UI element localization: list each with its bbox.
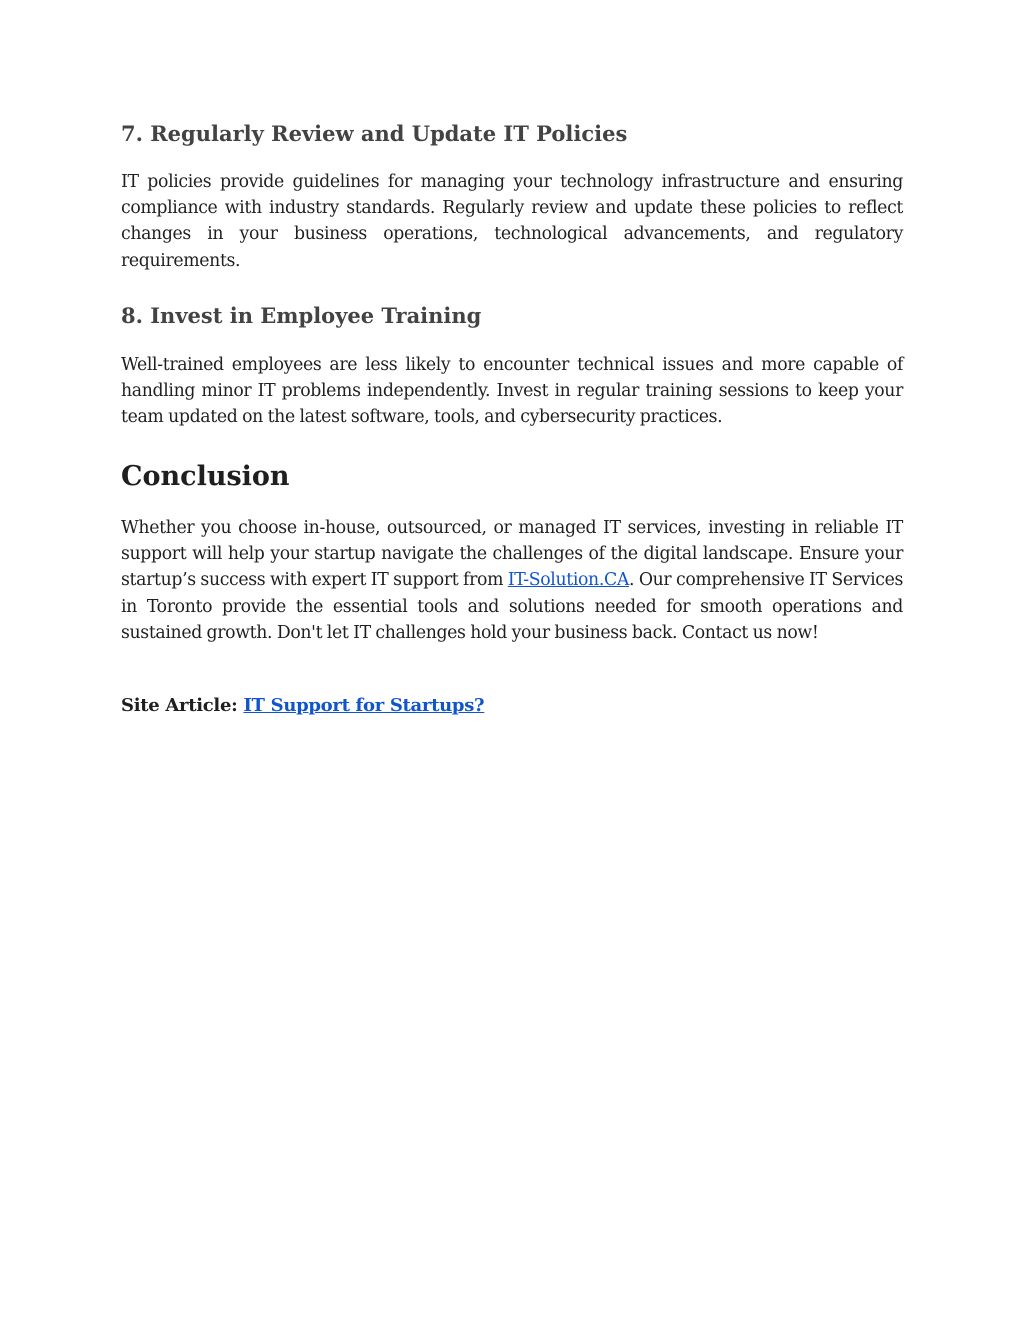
site-article-link[interactable]: IT Support for Startups? (243, 695, 485, 716)
conclusion-heading: Conclusion (121, 461, 290, 492)
section-body-employee-training: Well-trained employees are less likely to encounter technical issues and more capable of handling minor IT problems independently. Invest in regular training sessions to keep your team updated on the latest software, tools, and cybersecurity practices. (121, 355, 903, 428)
site-article-label: Site Article: (121, 695, 244, 716)
site-article-line (121, 692, 484, 720)
conclusion-text-before-link: Whether you choose in-house, outsourced, or managed IT services, investing in reliable IT support will help your startup navigate the challenges of the digital landscape. Ensure your startup’s success with expert IT support from (121, 518, 903, 591)
section-heading-it-policies: 7. Regularly Review and Update IT Policies (121, 121, 628, 146)
section-heading-employee-training: 8. Invest in Employee Training (121, 303, 482, 328)
conclusion-text-after-link: . Our comprehensive IT Services in Toronto provide the essential tools and solutions needed for smooth operations and sustained growth. Don't let IT challenges hold your business back. Contact us now! (121, 570, 903, 643)
it-solution-link[interactable]: IT-Solution.CA (507, 570, 629, 591)
conclusion-body (121, 515, 903, 646)
section-body-it-policies: IT policies provide guidelines for managing your technology infrastructure and ensuring compliance with industry standards. Regularly review and update these policies to reflect changes in your business operations, technological advancements, and regulatory requirements. (121, 172, 903, 271)
